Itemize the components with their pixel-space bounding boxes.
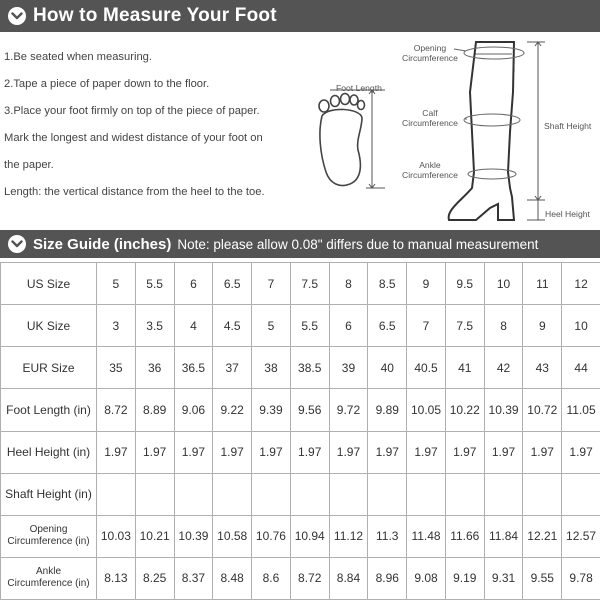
table-cell: 36.5: [174, 347, 213, 389]
table-cell: 12: [562, 263, 600, 305]
table-cell: 7: [407, 305, 446, 347]
chevron-down-icon: [8, 7, 26, 25]
table-row: [1, 515, 600, 557]
table-cell: 40: [368, 347, 407, 389]
table-cell: 1.97: [484, 431, 523, 473]
table-cell: 4: [174, 305, 213, 347]
table-cell: [135, 473, 174, 515]
table-cell: 9.08: [407, 557, 446, 599]
table-cell: 6.5: [213, 263, 252, 305]
step-line: Mark the longest and widest distance of your foot on: [4, 132, 263, 144]
table-cell: 1.97: [445, 431, 484, 473]
table-cell: 1.97: [97, 431, 136, 473]
table-cell: 8.72: [290, 557, 329, 599]
table-cell: 6: [329, 305, 368, 347]
table-cell: 12.57: [562, 515, 600, 557]
table-cell: 8: [329, 263, 368, 305]
table-cell: [445, 473, 484, 515]
table-cell: 5: [252, 305, 291, 347]
table-row: [1, 431, 600, 473]
row-label: Heel Height (in): [1, 431, 97, 473]
table-cell: 12.21: [523, 515, 562, 557]
table-cell: 8.5: [368, 263, 407, 305]
table-cell: 5.5: [290, 305, 329, 347]
table-cell: 8.89: [135, 389, 174, 431]
table-cell: 10.39: [484, 389, 523, 431]
table-cell: 10.39: [174, 515, 213, 557]
table-cell: 5: [97, 263, 136, 305]
table-cell: 10.05: [407, 389, 446, 431]
size-table: [0, 262, 600, 600]
table-cell: 6: [174, 263, 213, 305]
table-cell: 1.97: [213, 431, 252, 473]
table-cell: 10.22: [445, 389, 484, 431]
step-line: 2.Tape a piece of paper down to the floor.: [4, 78, 210, 90]
measure-header: [0, 0, 600, 32]
table-cell: [523, 473, 562, 515]
table-cell: 42: [484, 347, 523, 389]
table-cell: 9.22: [213, 389, 252, 431]
table-cell: 10.72: [523, 389, 562, 431]
table-cell: [290, 473, 329, 515]
table-cell: 1.97: [135, 431, 174, 473]
shaft-height-marker: [527, 42, 545, 220]
table-cell: 43: [523, 347, 562, 389]
table-cell: 10: [562, 305, 600, 347]
step-line: 1.Be seated when measuring.: [4, 51, 153, 63]
table-cell: 11.05: [562, 389, 600, 431]
calf-label: Calf Circumference: [402, 108, 458, 128]
measure-title: How to Measure Your Foot: [33, 5, 277, 26]
table-cell: [97, 473, 136, 515]
boot-illustration: [449, 42, 514, 220]
table-cell: 1.97: [290, 431, 329, 473]
table-cell: 11: [523, 263, 562, 305]
table-cell: [368, 473, 407, 515]
row-label: EUR Size: [1, 347, 97, 389]
table-cell: 8.13: [97, 557, 136, 599]
table-row: [1, 557, 600, 599]
table-cell: 11.48: [407, 515, 446, 557]
table-cell: 1.97: [174, 431, 213, 473]
table-cell: 5.5: [135, 263, 174, 305]
table-cell: 3: [97, 305, 136, 347]
table-cell: [562, 473, 600, 515]
table-cell: 40.5: [407, 347, 446, 389]
table-cell: 9.31: [484, 557, 523, 599]
size-guide-note: Note: please allow 0.08" differs due to manual measurement: [177, 236, 539, 252]
table-cell: 37: [213, 347, 252, 389]
table-cell: [407, 473, 446, 515]
table-cell: 11.12: [329, 515, 368, 557]
table-cell: 10.21: [135, 515, 174, 557]
row-label: Opening Circumference (in): [1, 515, 97, 557]
table-cell: 11.84: [484, 515, 523, 557]
table-cell: 10.94: [290, 515, 329, 557]
row-label: UK Size: [1, 305, 97, 347]
measurement-diagram: [0, 32, 600, 230]
table-cell: [174, 473, 213, 515]
size-guide-header: [0, 230, 600, 258]
table-row: [1, 389, 600, 431]
table-cell: 10.58: [213, 515, 252, 557]
table-cell: 38.5: [290, 347, 329, 389]
row-label: US Size: [1, 263, 97, 305]
step-line: the paper.: [4, 159, 54, 171]
table-cell: [329, 473, 368, 515]
table-cell: 9.19: [445, 557, 484, 599]
opening-label: Opening Circumference: [402, 43, 458, 63]
table-cell: 9.56: [290, 389, 329, 431]
table-cell: 9.89: [368, 389, 407, 431]
size-guide-title: Size Guide (inches): [33, 235, 172, 253]
table-cell: 9.06: [174, 389, 213, 431]
table-cell: 7.5: [290, 263, 329, 305]
table-cell: 9.39: [252, 389, 291, 431]
table-cell: 1.97: [252, 431, 291, 473]
table-cell: 6.5: [368, 305, 407, 347]
table-cell: 11.3: [368, 515, 407, 557]
ankle-label: Ankle Circumference: [402, 160, 458, 180]
table-cell: 38: [252, 347, 291, 389]
table-row: [1, 473, 600, 515]
table-cell: 7.5: [445, 305, 484, 347]
table-cell: 10: [484, 263, 523, 305]
table-cell: 8.37: [174, 557, 213, 599]
table-cell: 39: [329, 347, 368, 389]
table-cell: 36: [135, 347, 174, 389]
table-cell: 1.97: [368, 431, 407, 473]
step-line: Length: the vertical distance from the heel to the toe.: [4, 186, 265, 198]
table-cell: 1.97: [329, 431, 368, 473]
table-cell: 9.55: [523, 557, 562, 599]
table-cell: 10.76: [252, 515, 291, 557]
table-cell: 8.6: [252, 557, 291, 599]
table-cell: 1.97: [523, 431, 562, 473]
table-cell: 9.72: [329, 389, 368, 431]
foot-length-label: Foot Length: [336, 83, 382, 93]
table-cell: 1.97: [562, 431, 600, 473]
footprint-illustration: [319, 94, 365, 186]
table-cell: 3.5: [135, 305, 174, 347]
table-cell: [213, 473, 252, 515]
table-cell: 7: [252, 263, 291, 305]
table-cell: 8: [484, 305, 523, 347]
table-cell: 35: [97, 347, 136, 389]
chevron-down-icon: [8, 235, 26, 253]
table-cell: [484, 473, 523, 515]
table-cell: 9: [407, 263, 446, 305]
table-cell: [252, 473, 291, 515]
table-cell: 8.72: [97, 389, 136, 431]
shaft-height-label: Shaft Height: [544, 121, 592, 131]
table-row: [1, 347, 600, 389]
row-label: Foot Length (in): [1, 389, 97, 431]
table-cell: 9: [523, 305, 562, 347]
table-cell: 44: [562, 347, 600, 389]
table-cell: 8.25: [135, 557, 174, 599]
table-cell: 10.03: [97, 515, 136, 557]
table-cell: 8.48: [213, 557, 252, 599]
table-cell: 11.66: [445, 515, 484, 557]
heel-height-label: Heel Height: [545, 209, 590, 219]
row-label: Ankle Circumference (in): [1, 557, 97, 599]
step-line: 3.Place your foot firmly on top of the piece of paper.: [4, 105, 260, 117]
table-cell: 1.97: [407, 431, 446, 473]
table-cell: 41: [445, 347, 484, 389]
table-cell: 9.5: [445, 263, 484, 305]
table-cell: 9.78: [562, 557, 600, 599]
table-cell: 8.84: [329, 557, 368, 599]
table-row: [1, 305, 600, 347]
table-cell: 4.5: [213, 305, 252, 347]
row-label: Shaft Height (in): [1, 473, 97, 515]
table-row: [1, 263, 600, 305]
table-cell: 8.96: [368, 557, 407, 599]
